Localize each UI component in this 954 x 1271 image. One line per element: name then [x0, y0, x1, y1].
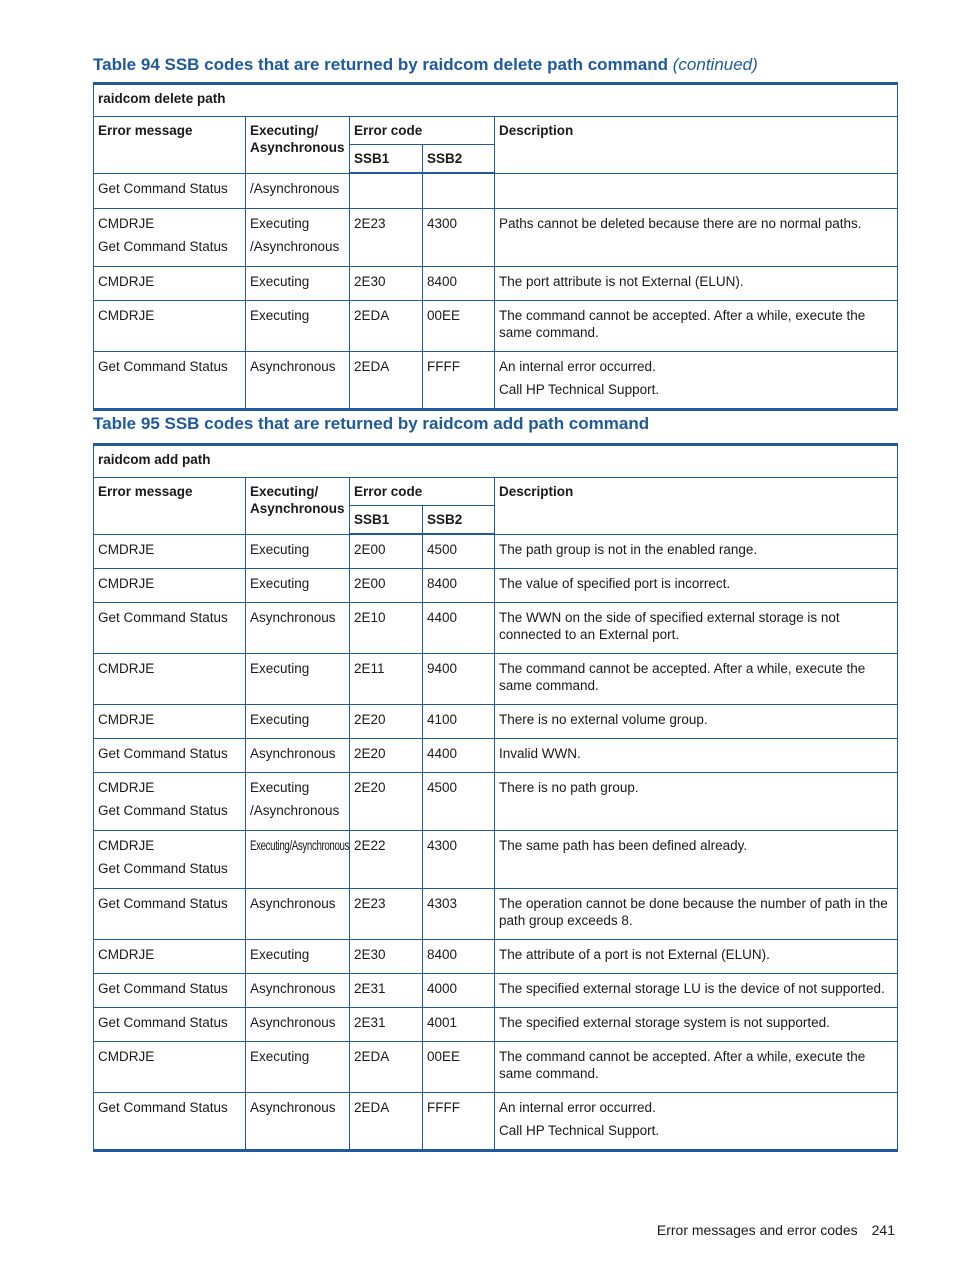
cell-description-line1: An internal error occurred. — [499, 358, 656, 374]
cell-ssb2-line1: 4303 — [427, 895, 458, 911]
cell-description — [495, 738, 898, 772]
cell-description — [495, 300, 898, 351]
cell-executing — [246, 888, 350, 939]
cell-description — [495, 266, 898, 300]
table-row — [94, 351, 898, 409]
cell-ssb1-line1: 2E00 — [354, 575, 386, 591]
cell-executing — [246, 973, 350, 1007]
cell-description-line1: The specified external storage LU is the device of not supported. — [499, 980, 885, 996]
cell-executing-line1: Executing — [250, 779, 310, 795]
cell-ssb1 — [350, 738, 423, 772]
cell-description — [495, 830, 898, 888]
cell-ssb1-line1: 2EDA — [354, 1048, 390, 1064]
cell-error-message-line2: Get Command Status — [98, 238, 228, 254]
cell-error-message-line1: Get Command Status — [98, 895, 228, 911]
cell-description — [495, 939, 898, 973]
cell-error-message-line1: Get Command Status — [98, 609, 228, 625]
cell-executing-line1: Executing — [250, 215, 310, 231]
cell-executing — [246, 939, 350, 973]
cell-ssb1 — [350, 704, 423, 738]
cell-executing — [246, 300, 350, 351]
cell-error-message-line1: CMDRJE — [98, 1048, 155, 1064]
cell-error-message-line1: Get Command Status — [98, 358, 228, 374]
cell-ssb2 — [423, 704, 495, 738]
cell-ssb1-line1: 2E23 — [354, 215, 386, 231]
cell-description — [495, 973, 898, 1007]
cell-error-message — [94, 704, 246, 738]
cell-description-line1: Paths cannot be deleted because there are no normal paths. — [499, 215, 862, 231]
header-executing-line1: Executing/ — [250, 484, 319, 499]
header-executing — [246, 117, 350, 174]
cell-executing — [246, 1041, 350, 1092]
cell-error-message-line1: CMDRJE — [98, 779, 155, 795]
header-executing-line1: Executing/ — [250, 123, 319, 138]
cell-ssb2-line1: 4500 — [427, 542, 458, 557]
table-95-body — [94, 445, 898, 1151]
cell-executing-line1: Executing — [250, 541, 310, 557]
cell-ssb1 — [350, 772, 423, 830]
cell-error-message — [94, 653, 246, 704]
cell-ssb1 — [350, 830, 423, 888]
cell-ssb2-line1: FFFF — [427, 358, 460, 374]
cell-error-message-line1: Get Command Status — [98, 980, 228, 996]
cell-error-message-line1: CMDRJE — [98, 273, 155, 289]
cell-ssb2 — [423, 830, 495, 888]
table-row — [94, 1092, 898, 1150]
cell-executing — [246, 568, 350, 602]
cell-executing-line1: Executing/Asynchronous — [250, 837, 350, 853]
table-row — [94, 653, 898, 704]
cell-executing-line1: Asynchronous — [250, 1099, 336, 1115]
cell-executing — [246, 173, 350, 208]
cell-error-message-line1: CMDRJE — [98, 946, 155, 962]
header-description: Description — [495, 117, 898, 174]
cell-description — [495, 704, 898, 738]
cell-ssb1-line1: 2EDA — [354, 358, 390, 374]
cell-description-line1: The path group is not in the enabled range. — [499, 541, 758, 557]
cell-ssb2-line1: 4001 — [427, 1014, 458, 1030]
header-error-message: Error message — [94, 117, 246, 174]
cell-error-message-line1: CMDRJE — [98, 575, 155, 591]
header-ssb2: SSB2 — [423, 145, 495, 174]
cell-ssb1-line1: 2E31 — [354, 1014, 386, 1030]
table-row — [94, 173, 898, 208]
cell-executing-line1: Executing — [250, 711, 310, 727]
cell-error-message — [94, 208, 246, 266]
header-executing-line2: Asynchronous — [250, 501, 345, 516]
cell-ssb2 — [423, 973, 495, 1007]
header-executing — [246, 478, 350, 535]
cell-description — [495, 772, 898, 830]
cell-ssb2 — [423, 173, 495, 208]
cell-error-message — [94, 1041, 246, 1092]
cell-executing-line2: /Asynchronous — [250, 802, 340, 818]
cell-ssb1 — [350, 653, 423, 704]
cell-ssb1 — [350, 1092, 423, 1150]
cell-description — [495, 208, 898, 266]
table-95-caption — [93, 414, 649, 434]
cell-error-message-line1: CMDRJE — [98, 837, 155, 853]
cell-executing — [246, 738, 350, 772]
cell-error-message-line1: CMDRJE — [98, 660, 155, 676]
cell-error-message — [94, 300, 246, 351]
cell-error-message — [94, 830, 246, 888]
cell-ssb1-line1: 2E30 — [354, 946, 386, 962]
cell-ssb2 — [423, 1041, 495, 1092]
cell-executing-line1: Executing — [250, 575, 310, 591]
cell-description — [495, 534, 898, 568]
table-row — [94, 1041, 898, 1092]
table-94-body — [94, 84, 898, 410]
table-row — [94, 939, 898, 973]
cell-error-message — [94, 772, 246, 830]
cell-description-line1: An internal error occurred. — [499, 1099, 656, 1115]
table-title: raidcom delete path — [94, 84, 898, 117]
header-error-message: Error message — [94, 478, 246, 535]
cell-ssb2 — [423, 1007, 495, 1041]
cell-ssb2 — [423, 1092, 495, 1150]
cell-ssb2 — [423, 602, 495, 653]
cell-executing-line1: Asynchronous — [250, 745, 336, 761]
cell-error-message-line1: CMDRJE — [98, 307, 155, 323]
cell-executing — [246, 266, 350, 300]
cell-ssb2-line1: 8400 — [427, 575, 458, 591]
header-executing-line2: Asynchronous — [250, 140, 345, 155]
footer-section-title: Error messages and error codes — [656, 1222, 858, 1238]
cell-executing — [246, 1092, 350, 1150]
table-94 — [93, 82, 898, 411]
page-footer — [657, 1222, 895, 1238]
table-row — [94, 534, 898, 568]
cell-executing-line1: Asynchronous — [250, 895, 336, 911]
cell-ssb1-line1: 2E20 — [354, 779, 386, 795]
cell-description-line1: The specified external storage system is not supported. — [499, 1014, 830, 1030]
cell-description-line2: Call HP Technical Support. — [499, 1122, 660, 1138]
header-row — [94, 117, 898, 145]
cell-executing-line1: Asynchronous — [250, 609, 336, 625]
cell-description — [495, 1092, 898, 1150]
cell-ssb1 — [350, 351, 423, 409]
cell-ssb2-line1: 8400 — [427, 273, 458, 289]
cell-description-line1: Invalid WWN. — [499, 745, 581, 761]
cell-error-message-line2: Get Command Status — [98, 860, 228, 876]
cell-ssb1-line1: 2E23 — [354, 895, 386, 911]
cell-error-message-line1: Get Command Status — [98, 180, 228, 196]
table-94-caption — [93, 55, 758, 75]
cell-error-message — [94, 568, 246, 602]
cell-ssb2-line1: 4100 — [427, 711, 458, 727]
cell-ssb1-line1: 2EDA — [354, 1099, 390, 1115]
cell-ssb1 — [350, 602, 423, 653]
header-ssb1: SSB1 — [350, 145, 423, 174]
cell-description — [495, 888, 898, 939]
cell-executing-line1: /Asynchronous — [250, 180, 340, 196]
cell-error-message — [94, 534, 246, 568]
cell-executing — [246, 534, 350, 568]
cell-description-line1: The same path has been defined already. — [499, 837, 748, 853]
cell-executing — [246, 351, 350, 409]
header-ssb1: SSB1 — [350, 506, 423, 535]
cell-ssb1-line1: 2E22 — [354, 837, 386, 853]
cell-executing-line1: Executing — [250, 273, 310, 289]
cell-executing-line2: /Asynchronous — [250, 238, 340, 254]
cell-ssb1 — [350, 939, 423, 973]
cell-error-message-line1: Get Command Status — [98, 1014, 228, 1030]
cell-ssb1-line1: 2E30 — [354, 273, 386, 289]
cell-ssb2 — [423, 888, 495, 939]
cell-ssb2 — [423, 266, 495, 300]
cell-error-message-line1: CMDRJE — [98, 215, 155, 231]
table-row — [94, 266, 898, 300]
cell-ssb1 — [350, 534, 423, 568]
cell-ssb2 — [423, 534, 495, 568]
cell-executing — [246, 653, 350, 704]
cell-ssb1-line1: 2EDA — [354, 307, 390, 323]
cell-description-line1: The port attribute is not External (ELUN). — [499, 273, 744, 289]
table-row — [94, 888, 898, 939]
cell-ssb2 — [423, 772, 495, 830]
cell-ssb2 — [423, 568, 495, 602]
cell-executing — [246, 208, 350, 266]
table-row — [94, 973, 898, 1007]
cell-executing-line1: Asynchronous — [250, 358, 336, 374]
cell-ssb1 — [350, 1041, 423, 1092]
cell-description-line1: The command cannot be accepted. After a while, execute the same command. — [499, 1048, 866, 1081]
cell-ssb2 — [423, 208, 495, 266]
cell-ssb2-line1: 9400 — [427, 660, 458, 676]
cell-ssb1 — [350, 568, 423, 602]
cell-error-message — [94, 888, 246, 939]
cell-ssb1-line1: 2E00 — [354, 542, 386, 557]
cell-ssb2-line1: 8400 — [427, 946, 458, 962]
cell-executing — [246, 772, 350, 830]
table-row — [94, 772, 898, 830]
cell-description-line1: There is no external volume group. — [499, 711, 708, 727]
table-row — [94, 300, 898, 351]
cell-error-message-line1: Get Command Status — [98, 745, 228, 761]
cell-error-message — [94, 738, 246, 772]
cell-description — [495, 1041, 898, 1092]
table-95 — [93, 443, 898, 1152]
table-title-row — [94, 445, 898, 478]
header-description: Description — [495, 478, 898, 535]
cell-ssb1 — [350, 973, 423, 1007]
cell-error-message-line1: CMDRJE — [98, 711, 155, 727]
header-ssb2: SSB2 — [423, 506, 495, 535]
cell-description-line2: Call HP Technical Support. — [499, 381, 660, 397]
table-row — [94, 1007, 898, 1041]
header-error-code: Error code — [350, 117, 495, 145]
table-row — [94, 208, 898, 266]
cell-executing — [246, 1007, 350, 1041]
cell-description-line1: The value of specified port is incorrect. — [499, 575, 731, 591]
cell-executing — [246, 704, 350, 738]
cell-description-line1: The WWN on the side of specified external storage is not connected to an External port. — [499, 609, 840, 642]
cell-ssb2-line1: 4500 — [427, 779, 458, 795]
cell-executing — [246, 830, 350, 888]
cell-executing-line1: Executing — [250, 1048, 310, 1064]
cell-description-line1: There is no path group. — [499, 779, 639, 795]
cell-ssb1 — [350, 300, 423, 351]
cell-ssb2-line1: 4300 — [427, 215, 458, 231]
table-row — [94, 738, 898, 772]
cell-error-message — [94, 173, 246, 208]
cell-description — [495, 653, 898, 704]
header-error-code: Error code — [350, 478, 495, 506]
cell-description-line1: The command cannot be accepted. After a while, execute the same command. — [499, 660, 866, 693]
cell-ssb2 — [423, 351, 495, 409]
cell-ssb2 — [423, 653, 495, 704]
cell-executing-line1: Executing — [250, 307, 310, 323]
cell-ssb2-line1: 00EE — [427, 1048, 461, 1064]
cell-executing-line1: Asynchronous — [250, 1014, 336, 1030]
cell-ssb1-line1: 2E11 — [354, 660, 385, 676]
cell-error-message-line1: CMDRJE — [98, 541, 155, 557]
table-title: raidcom add path — [94, 445, 898, 478]
cell-ssb1 — [350, 173, 423, 208]
cell-error-message — [94, 939, 246, 973]
table-94-caption-suffix: (continued) — [672, 55, 758, 74]
cell-ssb1-line1: 2E20 — [354, 745, 386, 761]
cell-executing-line1: Executing — [250, 946, 310, 962]
cell-description-line1: The command cannot be accepted. After a while, execute the same command. — [499, 307, 866, 340]
cell-ssb2 — [423, 738, 495, 772]
table-94-caption-text: Table 94 SSB codes that are returned by raidcom delete path command — [93, 55, 669, 74]
table-row — [94, 568, 898, 602]
cell-error-message — [94, 1092, 246, 1150]
page-number: 241 — [871, 1222, 895, 1238]
cell-executing — [246, 602, 350, 653]
cell-ssb1 — [350, 208, 423, 266]
table-row — [94, 704, 898, 738]
cell-ssb2-line1: 00EE — [427, 307, 461, 323]
cell-ssb1 — [350, 1007, 423, 1041]
cell-description — [495, 173, 898, 208]
cell-ssb2-line1: FFFF — [427, 1099, 460, 1115]
cell-ssb2-line1: 4300 — [427, 837, 458, 853]
cell-description — [495, 568, 898, 602]
cell-error-message — [94, 351, 246, 409]
header-row — [94, 478, 898, 506]
cell-error-message — [94, 1007, 246, 1041]
cell-error-message-line1: Get Command Status — [98, 1099, 228, 1115]
table-row — [94, 830, 898, 888]
cell-ssb1 — [350, 266, 423, 300]
cell-error-message — [94, 266, 246, 300]
table-95-caption-text: Table 95 SSB codes that are returned by raidcom add path command — [93, 414, 650, 433]
table-title-row — [94, 84, 898, 117]
cell-ssb2-line1: 4000 — [427, 980, 458, 996]
cell-error-message — [94, 973, 246, 1007]
cell-executing-line1: Executing — [250, 660, 310, 676]
table-row — [94, 602, 898, 653]
cell-ssb2 — [423, 939, 495, 973]
cell-description — [495, 602, 898, 653]
cell-ssb2-line1: 4400 — [427, 745, 458, 761]
cell-ssb1-line1: 2E10 — [354, 609, 386, 625]
cell-description-line1: The attribute of a port is not External (ELUN). — [499, 946, 770, 962]
cell-ssb2-line1: 4400 — [427, 609, 458, 625]
cell-error-message-line2: Get Command Status — [98, 802, 228, 818]
cell-description-line1: The operation cannot be done because the number of path in the path group exceeds 8. — [499, 895, 888, 928]
cell-ssb1-line1: 2E20 — [354, 711, 386, 727]
cell-error-message — [94, 602, 246, 653]
cell-ssb2 — [423, 300, 495, 351]
cell-ssb1 — [350, 888, 423, 939]
cell-description — [495, 351, 898, 409]
cell-ssb1-line1: 2E31 — [354, 980, 386, 996]
cell-executing-line1: Asynchronous — [250, 980, 336, 996]
cell-description — [495, 1007, 898, 1041]
